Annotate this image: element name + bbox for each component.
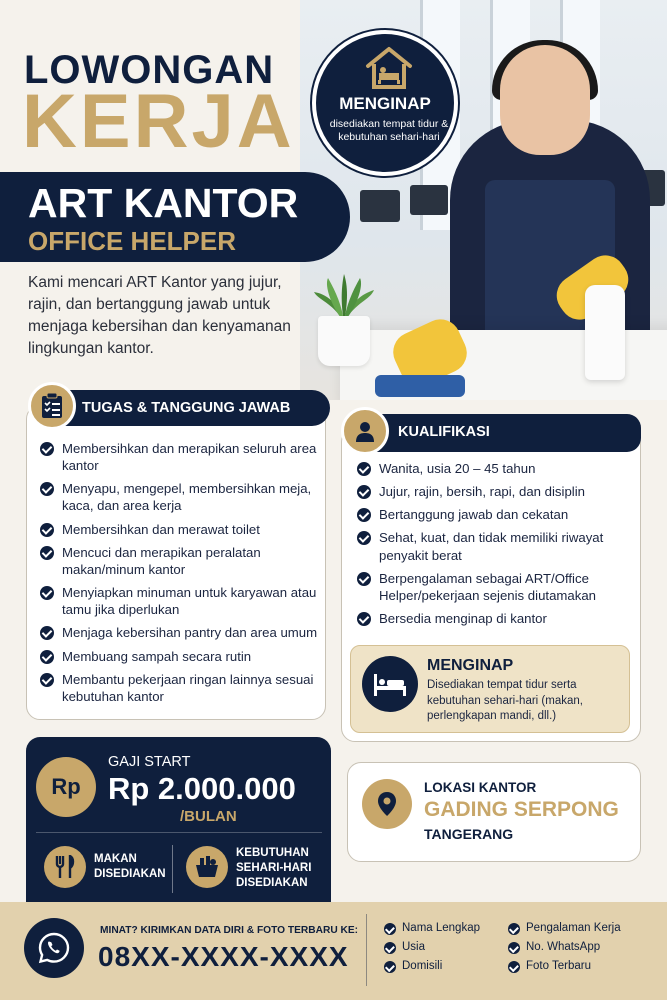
- requirement-item: No. WhatsApp: [508, 941, 600, 953]
- menginap-subtitle: Disediakan tempat tidur serta kebutuhan sehari-hari (makan, perlengkapan mandi, dll.): [427, 679, 583, 723]
- gaji-period: /BULAN: [180, 808, 237, 825]
- list-item: Wanita, usia 20 – 45 tahun: [357, 460, 633, 477]
- divider: [366, 914, 367, 986]
- lokasi-region: TANGERANG: [424, 826, 514, 842]
- menginap-title: MENGINAP: [427, 657, 514, 674]
- list-item: Bersedia menginap di kantor: [357, 610, 633, 627]
- requirement-item: Nama Lengkap: [384, 922, 480, 934]
- intro-text: Kami mencari ART Kantor yang jujur, rajin, dan bertanggung jawab untuk menjaga kebersihan dan kenyamanan lingkungan kantor.: [28, 274, 291, 357]
- check-icon: [40, 482, 54, 496]
- headline-lowongan: LOWONGAN: [24, 48, 275, 92]
- check-icon: [508, 961, 520, 973]
- check-icon: [40, 523, 54, 537]
- whatsapp-icon: [37, 931, 71, 965]
- position-subtitle: OFFICE HELPER: [28, 226, 237, 256]
- list-item: Membersihkan dan merapikan seluruh area kantor: [40, 440, 320, 474]
- position-title: ART KANTOR: [28, 180, 299, 226]
- badge-title: MENGINAP: [339, 94, 431, 113]
- check-icon: [508, 942, 520, 954]
- requirement-item: Domisili: [384, 960, 442, 972]
- check-icon: [357, 531, 371, 545]
- check-icon: [40, 586, 54, 600]
- requirement-item: Usia: [384, 941, 425, 953]
- kualifikasi-header: KUALIFIKASI: [366, 414, 641, 452]
- footer-phone[interactable]: 08XX-XXXX-XXXX: [98, 941, 349, 972]
- gaji-amount: Rp 2.000.000: [108, 771, 296, 806]
- check-icon: [357, 485, 371, 499]
- cleaning-cloth: [375, 375, 465, 397]
- tugas-icon-circle: [28, 382, 76, 430]
- person-face: [500, 45, 590, 155]
- plant-pot: [318, 316, 370, 366]
- list-item: Membantu pekerjaan ringan lainnya sesuai kebutuhan kantor: [40, 671, 320, 705]
- requirement-item: Foto Terbaru: [508, 960, 591, 972]
- check-icon: [508, 923, 520, 935]
- kualifikasi-list: [357, 460, 633, 633]
- headline-kerja: KERJA: [22, 79, 295, 164]
- perk-kebutuhan-text: KEBUTUHAN SEHARI-HARI DISEDIAKAN: [236, 847, 312, 889]
- basket-icon: [194, 856, 220, 878]
- list-item: Berpengalaman sebagai ART/Office Helper/pekerjaan sejenis diutamakan: [357, 570, 633, 604]
- check-icon: [40, 650, 54, 664]
- list-item: Menyiapkan minuman untuk karyawan atau tamu jika diperlukan: [40, 584, 320, 618]
- perk-makan-text: MAKAN DISEDIAKAN: [94, 853, 166, 880]
- check-icon: [357, 572, 371, 586]
- person-icon: [353, 419, 377, 443]
- check-icon: [384, 942, 396, 954]
- check-icon: [357, 508, 371, 522]
- background-monitor: [360, 190, 400, 222]
- list-item: Membersihkan dan merawat toilet: [40, 521, 320, 538]
- check-icon: [40, 673, 54, 687]
- menginap-badge: [312, 30, 458, 176]
- bed-icon: [373, 672, 407, 696]
- clipboard-checklist-icon: [40, 393, 64, 419]
- list-item: Jujur, rajin, bersih, rapi, dan disiplin: [357, 483, 633, 500]
- perk-makan-icon-circle: [44, 846, 86, 888]
- whatsapp-button[interactable]: [24, 918, 84, 978]
- lokasi-city: GADING SERPONG: [424, 798, 619, 821]
- check-icon: [40, 626, 54, 640]
- list-item: Menyapu, mengepel, membersihkan meja, kaca, dan area kerja: [40, 480, 320, 514]
- divider: [172, 845, 173, 893]
- tugas-list: [40, 440, 320, 711]
- house-bed-icon: [364, 46, 414, 90]
- footer-cta: MINAT? KIRIMKAN DATA DIRI & FOTO TERBARU KE:: [100, 925, 359, 936]
- check-icon: [357, 462, 371, 476]
- location-pin-icon: [377, 791, 397, 817]
- plant-leaves: [312, 272, 376, 322]
- list-item: Membuang sampah secara rutin: [40, 648, 320, 665]
- check-icon: [357, 612, 371, 626]
- fork-knife-icon: [54, 855, 76, 879]
- list-item: Menjaga kebersihan pantry dan area umum: [40, 624, 320, 641]
- menginap-icon-circle: [362, 656, 418, 712]
- divider: [36, 832, 322, 833]
- badge-subtitle: disediakan tempat tidur & kebutuhan sehari-hari: [329, 118, 449, 144]
- rp-badge: Rp: [36, 757, 96, 817]
- gaji-label: GAJI START: [108, 754, 191, 770]
- requirement-item: Pengalaman Kerja: [508, 922, 621, 934]
- list-item: Sehat, kuat, dan tidak memiliki riwayat penyakit berat: [357, 529, 633, 563]
- check-icon: [40, 442, 54, 456]
- perk-kebutuhan-icon-circle: [186, 846, 228, 888]
- list-item: Mencuci dan merapikan peralatan makan/minum kantor: [40, 544, 320, 578]
- tugas-header: TUGAS & TANGGUNG JAWAB: [52, 390, 330, 426]
- lokasi-label: LOKASI KANTOR: [424, 780, 537, 795]
- kualifikasi-icon-circle: [341, 407, 389, 455]
- spray-bottle: [585, 285, 625, 380]
- list-item: Bertanggung jawab dan cekatan: [357, 506, 633, 523]
- check-icon: [384, 961, 396, 973]
- background-monitor: [410, 185, 448, 215]
- check-icon: [384, 923, 396, 935]
- lokasi-icon-circle: [362, 779, 412, 829]
- check-icon: [40, 546, 54, 560]
